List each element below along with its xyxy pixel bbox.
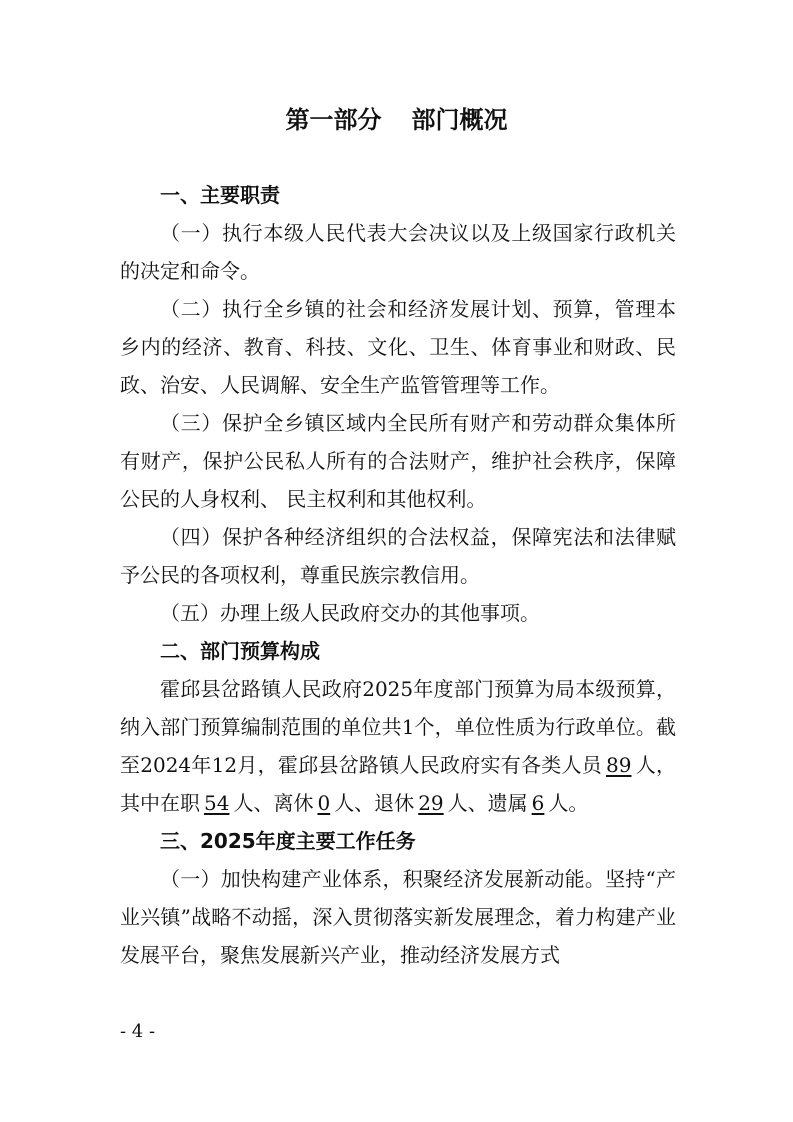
budget-text-b: 人，其中在职	[120, 753, 676, 815]
paragraph-duty-5: （五）办理上级人民政府交办的其他事项。	[160, 601, 540, 625]
budget-text-d: 人、退休	[334, 791, 415, 815]
paragraph-task-1: （一）加快构建产业体系，积聚经济发展新动能。坚持“产业兴镇”战略不动摇，深入贯彻落实新发展理念，着力构建产业发展平台，聚焦发展新兴产业，推动经济发展方式	[120, 867, 676, 967]
section-heading-duties: 一、主要职责	[160, 183, 280, 207]
staff-survivors-value: 6	[531, 791, 545, 815]
paragraph-duty-1: （一）执行本级人民代表大会决议以及上级国家行政机关的决定和命令。	[120, 221, 676, 283]
paragraph-duty-4: （四）保护各种经济组织的合法权益，保障宪法和法律赋予公民的各项权利，尊重民族宗教信用。	[120, 525, 676, 587]
budget-text-c: 人、离休	[233, 791, 314, 815]
paragraph-duty-3: （三）保护全乡镇区域内全民所有财产和劳动群众集体所有财产，保护公民私人所有的合法财产，维护社会秩序，保障公民的人身权利、 民主权利和其他权利。	[120, 411, 676, 511]
staff-retired-early-value: 0	[317, 791, 331, 815]
section-heading-budget: 二、部门预算构成	[160, 639, 320, 663]
page-number: - 4 -	[120, 1021, 156, 1042]
section-heading-tasks: 三、2025年度主要工作任务	[160, 829, 416, 853]
title-name: 部门概况	[411, 106, 508, 134]
budget-text-e: 人、遗属	[447, 791, 528, 815]
staff-total-value: 89	[606, 753, 632, 777]
staff-active-value: 54	[204, 791, 230, 815]
budget-text-a: 霍邱县岔路镇人民政府2025年度部门预算为局本级预算，纳入部门预算编制范围的单位共1个，单位性质为行政单位。截至2024年12月，霍邱县岔路镇人民政府实有各类人员	[120, 677, 676, 777]
page-title	[0, 100, 793, 140]
paragraph-duty-2: （二）执行全乡镇的社会和经济发展计划、预算，管理本乡内的经济、教育、科技、文化、卫生、体育事业和财政、民政、治安、人民调解、安全生产监管管理等工作。	[120, 297, 676, 397]
budget-text-f: 人。	[548, 791, 589, 815]
paragraph-budget	[120, 670, 676, 822]
title-part: 第一部分	[285, 106, 382, 134]
staff-retired-value: 29	[418, 791, 444, 815]
document-body	[120, 176, 676, 974]
